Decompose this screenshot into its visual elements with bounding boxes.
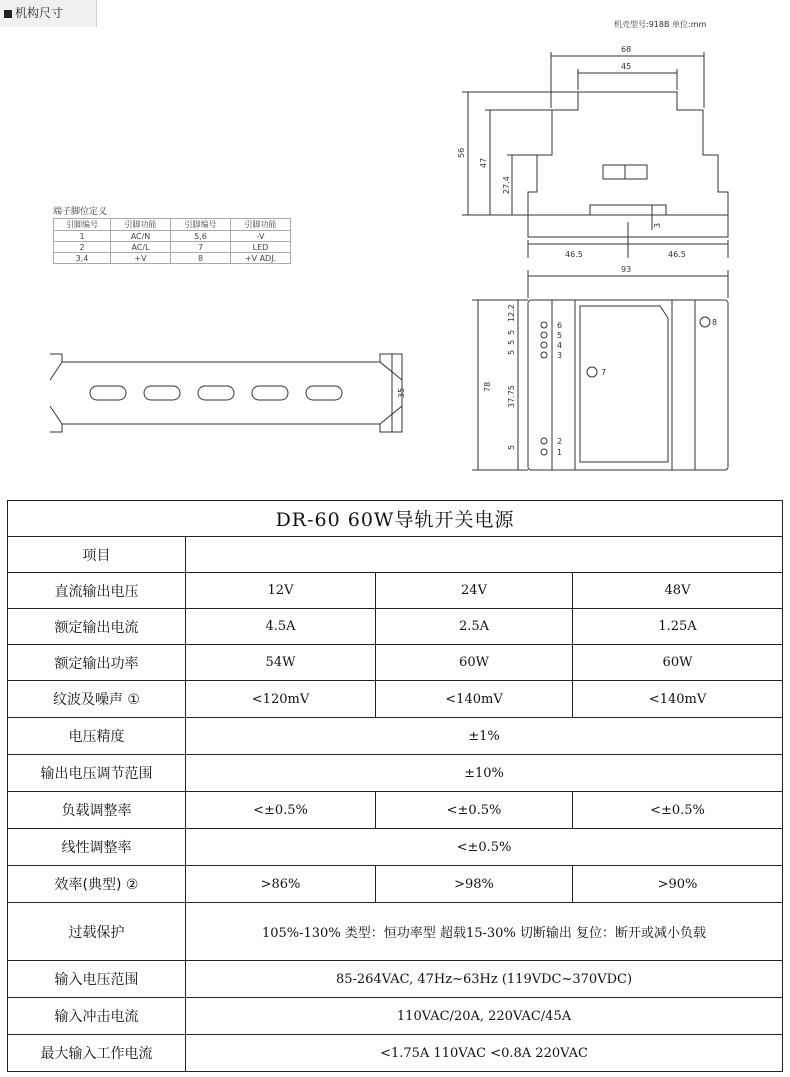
cell: 85-264VAC, 47Hz~63Hz (119VDC~370VDC) (186, 961, 783, 998)
cell: 12V (186, 573, 376, 609)
pin-cell: 3,4 (54, 253, 111, 264)
rail-slot (90, 386, 126, 400)
cell: 2.5A (376, 609, 573, 645)
dim-label-3: 3 (653, 222, 662, 228)
front-label-panel (580, 306, 668, 462)
cell (186, 537, 783, 573)
table-row (8, 718, 783, 755)
cell: <±0.5% (573, 792, 783, 829)
rail-edge (380, 362, 402, 380)
dim-label-pitch: 37.75 (507, 385, 516, 408)
cell: <140mV (573, 681, 783, 718)
terminal-5 (541, 332, 547, 338)
spec-title: DR-60 60W导轨开关电源 (8, 501, 783, 537)
pin-cell: 引脚编号 (54, 219, 111, 231)
dim-label-pitch: 5 (507, 339, 516, 345)
pin-cell: AC/L (111, 242, 171, 253)
terminal-1 (541, 449, 547, 455)
cell: >90% (573, 866, 783, 903)
cell: 110VAC/20A, 220VAC/45A (186, 998, 783, 1035)
cell: 24V (376, 573, 573, 609)
dim-label-35: 35 (397, 387, 406, 398)
table-row (8, 645, 783, 681)
rail-edge (50, 406, 62, 424)
case-model-note: 机壳型号:918B 单位:mm (614, 20, 707, 29)
dim-label-pitch: 5 (507, 329, 516, 335)
table-row (8, 501, 783, 537)
pin-cell: LED (231, 242, 291, 253)
terminal-6 (541, 322, 547, 328)
row-label: 输入电压范围 (8, 961, 186, 998)
dim-label-27: 27.4 (502, 176, 511, 194)
dim-label-56: 56 (457, 147, 466, 158)
led-indicator (587, 367, 597, 377)
rail-slot (306, 386, 342, 400)
spec-table (7, 500, 783, 1072)
pin-cell: -V (231, 231, 291, 242)
table-row (8, 866, 783, 903)
pin-label: 5 (557, 331, 563, 340)
table-row (8, 573, 783, 609)
rail-slot (144, 386, 180, 400)
pin-label: 3 (557, 351, 563, 360)
dim-label-45: 45 (621, 62, 632, 71)
row-label: 输入冲击电流 (8, 998, 186, 1035)
rail-slot (198, 386, 234, 400)
table-row (8, 829, 783, 866)
table-row (8, 961, 783, 998)
row-label: 额定输出电流 (8, 609, 186, 645)
row-label: 纹波及噪声 ① (8, 681, 186, 718)
table-row (8, 681, 783, 718)
section-header-label: 机构尺寸 (15, 6, 64, 20)
adj-label: 8 (712, 318, 718, 327)
terminal-3 (541, 352, 547, 358)
dim-label-47: 47 (479, 157, 488, 168)
terminal-4 (541, 342, 547, 348)
cell: <±0.5% (186, 829, 783, 866)
cell: <140mV (376, 681, 573, 718)
din-rail (50, 354, 402, 432)
pin-definition-title: 端子脚位定义 (53, 207, 108, 217)
pin-label: 2 (557, 437, 563, 446)
table-row (8, 998, 783, 1035)
pin-cell: 1 (54, 231, 111, 242)
pin-cell: 2 (54, 242, 111, 253)
cell: 60W (573, 645, 783, 681)
cell: 4.5A (186, 609, 376, 645)
dim-label-right: 46.5 (668, 250, 686, 259)
pin-label: 1 (557, 448, 563, 457)
rail-slot (252, 386, 288, 400)
table-row (8, 1035, 783, 1072)
cell: ±1% (186, 718, 783, 755)
pin-cell: +V ADJ. (231, 253, 291, 264)
cell: <±0.5% (376, 792, 573, 829)
cell: 48V (573, 573, 783, 609)
dim-label-pitch: 5 (507, 444, 516, 450)
adj-knob (700, 317, 710, 327)
dim-label-pitch: 5 (507, 349, 516, 355)
led-label: 7 (601, 368, 607, 377)
rail-edge (50, 362, 62, 380)
cell: 60W (376, 645, 573, 681)
terminal-2 (541, 438, 547, 444)
cell: 1.25A (573, 609, 783, 645)
pin-cell: 5,6 (171, 231, 231, 242)
pin-cell: AC/N (111, 231, 171, 242)
cell: >86% (186, 866, 376, 903)
table-row (8, 792, 783, 829)
profile-clip (590, 205, 666, 215)
table-row (8, 609, 783, 645)
pin-label: 6 (557, 321, 563, 330)
rail-edge (380, 406, 402, 424)
row-label: 最大输入工作电流 (8, 1035, 186, 1072)
row-label: 过载保护 (8, 903, 186, 961)
dim-label-pitch: 12.2 (507, 304, 516, 322)
row-label: 直流输出电压 (8, 573, 186, 609)
row-label: 输出电压调节范围 (8, 755, 186, 792)
dim-label-68: 68 (621, 45, 632, 54)
dim-label-93: 93 (621, 265, 632, 274)
table-row (8, 755, 783, 792)
pin-cell: 引脚功能 (111, 219, 171, 231)
cell: <±0.5% (186, 792, 376, 829)
mechanical-drawing (0, 0, 790, 495)
dim-label-78: 78 (483, 381, 492, 392)
pin-cell: 引脚功能 (231, 219, 291, 231)
pin-label: 4 (557, 341, 563, 350)
pin-cell: 引脚编号 (171, 219, 231, 231)
row-label: 线性调整率 (8, 829, 186, 866)
pin-cell: +V (111, 253, 171, 264)
cell: <120mV (186, 681, 376, 718)
row-label: 负载调整率 (8, 792, 186, 829)
row-label: 电压精度 (8, 718, 186, 755)
row-label: 项目 (8, 537, 186, 573)
table-row (8, 537, 783, 573)
row-label: 额定输出功率 (8, 645, 186, 681)
cell: <1.75A 110VAC <0.8A 220VAC (186, 1035, 783, 1072)
dim-label-left: 46.5 (565, 250, 583, 259)
cell: 54W (186, 645, 376, 681)
cell: ±10% (186, 755, 783, 792)
cell: >98% (376, 866, 573, 903)
row-label: 效率(典型) ② (8, 866, 186, 903)
cell: 105%-130% 类型：恒功率型 超载15-30% 切断输出 复位：断开或减小负载 (186, 903, 783, 961)
pin-cell: 7 (171, 242, 231, 253)
pin-cell: 8 (171, 253, 231, 264)
table-row (8, 903, 783, 961)
